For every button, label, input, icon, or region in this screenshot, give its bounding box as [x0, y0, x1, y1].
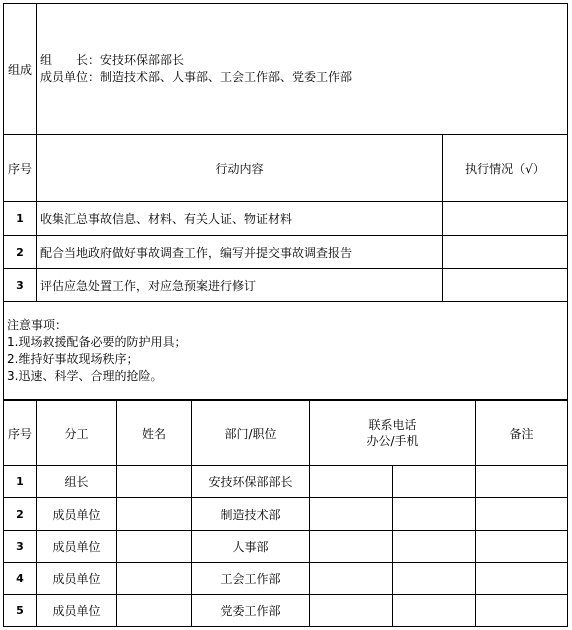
contact-row-dept: 安技环保部部长: [192, 466, 310, 498]
contact-row-mobile[interactable]: [393, 498, 476, 531]
composition-row: [4, 4, 568, 135]
contact-row-mobile[interactable]: [393, 563, 476, 595]
notes-item: 1.现场救援配备必要的防护用具；: [7, 334, 187, 349]
action-row-content: 配合当地政府做好事故调查工作，编写并提交事故调查报告: [37, 236, 443, 269]
action-row-content: 收集汇总事故信息、材料、有关人证、物证材料: [37, 202, 443, 236]
actions-header-content: 行动内容: [37, 135, 443, 202]
composition-label: 组成: [4, 4, 37, 135]
contact-row-no: 2: [4, 498, 37, 531]
contact-row-role: 成员单位: [37, 563, 117, 595]
contact-row-remark[interactable]: [476, 595, 568, 627]
notes-row: [4, 302, 568, 400]
contact-row: [4, 563, 568, 595]
contact-row-role: 组长: [37, 466, 117, 498]
notes-title: 注意事项：: [7, 317, 68, 332]
contact-row-no: 4: [4, 563, 37, 595]
contacts-header-row: [4, 401, 568, 466]
actions-header-row: [4, 135, 568, 202]
contacts-header-phone: [310, 401, 476, 466]
contact-row-no: 3: [4, 531, 37, 563]
action-row-status[interactable]: [443, 236, 568, 269]
contacts-header-dept: 部门/职位: [192, 401, 310, 466]
contact-row: [4, 595, 568, 627]
contact-row-name[interactable]: [117, 466, 192, 498]
actions-header-no: 序号: [4, 135, 37, 202]
action-row: [4, 236, 568, 269]
contact-row-remark[interactable]: [476, 531, 568, 563]
contacts-header-role: 分工: [37, 401, 117, 466]
contact-row-mobile[interactable]: [393, 595, 476, 627]
contact-row-role: 成员单位: [37, 498, 117, 531]
contact-row-no: 1: [4, 466, 37, 498]
contact-row-name[interactable]: [117, 563, 192, 595]
action-row-no: 1: [4, 202, 37, 236]
contacts-header-name: 姓名: [117, 401, 192, 466]
contact-row-office[interactable]: [310, 498, 393, 531]
contacts-header-phone-line1: 联系电话: [368, 418, 417, 432]
contact-row-remark[interactable]: [476, 498, 568, 531]
composition-leader: 组 长：安技环保部部长: [40, 53, 185, 67]
composition-members: 成员单位：制造技术部、人事部、工会工作部、党委工作部: [40, 70, 353, 84]
action-row: [4, 269, 568, 302]
contact-row: [4, 498, 568, 531]
contact-row-role: 成员单位: [37, 531, 117, 563]
contacts-header-phone-line2: 办公/手机: [366, 434, 419, 448]
contact-row-remark[interactable]: [476, 466, 568, 498]
contact-row: [4, 531, 568, 563]
contact-row-role: 成员单位: [37, 595, 117, 627]
notes-content: [4, 302, 568, 400]
contact-row-mobile[interactable]: [393, 531, 476, 563]
action-row-content: 评估应急处置工作，对应急预案进行修订: [37, 269, 443, 302]
contact-row-dept: 工会工作部: [192, 563, 310, 595]
contact-row-name[interactable]: [117, 498, 192, 531]
contact-row-name[interactable]: [117, 595, 192, 627]
contact-row-dept: 党委工作部: [192, 595, 310, 627]
contact-row-dept: 人事部: [192, 531, 310, 563]
contact-row-office[interactable]: [310, 563, 393, 595]
contact-row-no: 5: [4, 595, 37, 627]
actions-header-status: 执行情况（√）: [443, 135, 568, 202]
contact-row-office[interactable]: [310, 531, 393, 563]
contact-row: [4, 466, 568, 498]
action-row-no: 2: [4, 236, 37, 269]
action-row-status[interactable]: [443, 269, 568, 302]
contacts-header-no: 序号: [4, 401, 37, 466]
composition-content: [37, 4, 568, 135]
action-row: [4, 202, 568, 236]
notes-item: 2.维持好事故现场秩序；: [7, 351, 139, 366]
action-row-status[interactable]: [443, 202, 568, 236]
contact-row-office[interactable]: [310, 466, 393, 498]
notes-item: 3.迅速、科学、合理的抢险。: [7, 368, 163, 383]
contact-row-dept: 制造技术部: [192, 498, 310, 531]
contact-row-mobile[interactable]: [393, 466, 476, 498]
contacts-header-remark: 备注: [476, 401, 568, 466]
contact-row-remark[interactable]: [476, 563, 568, 595]
contact-row-office[interactable]: [310, 595, 393, 627]
action-row-no: 3: [4, 269, 37, 302]
contact-row-name[interactable]: [117, 531, 192, 563]
contacts-table: [3, 400, 568, 627]
emergency-action-table: [3, 3, 568, 400]
